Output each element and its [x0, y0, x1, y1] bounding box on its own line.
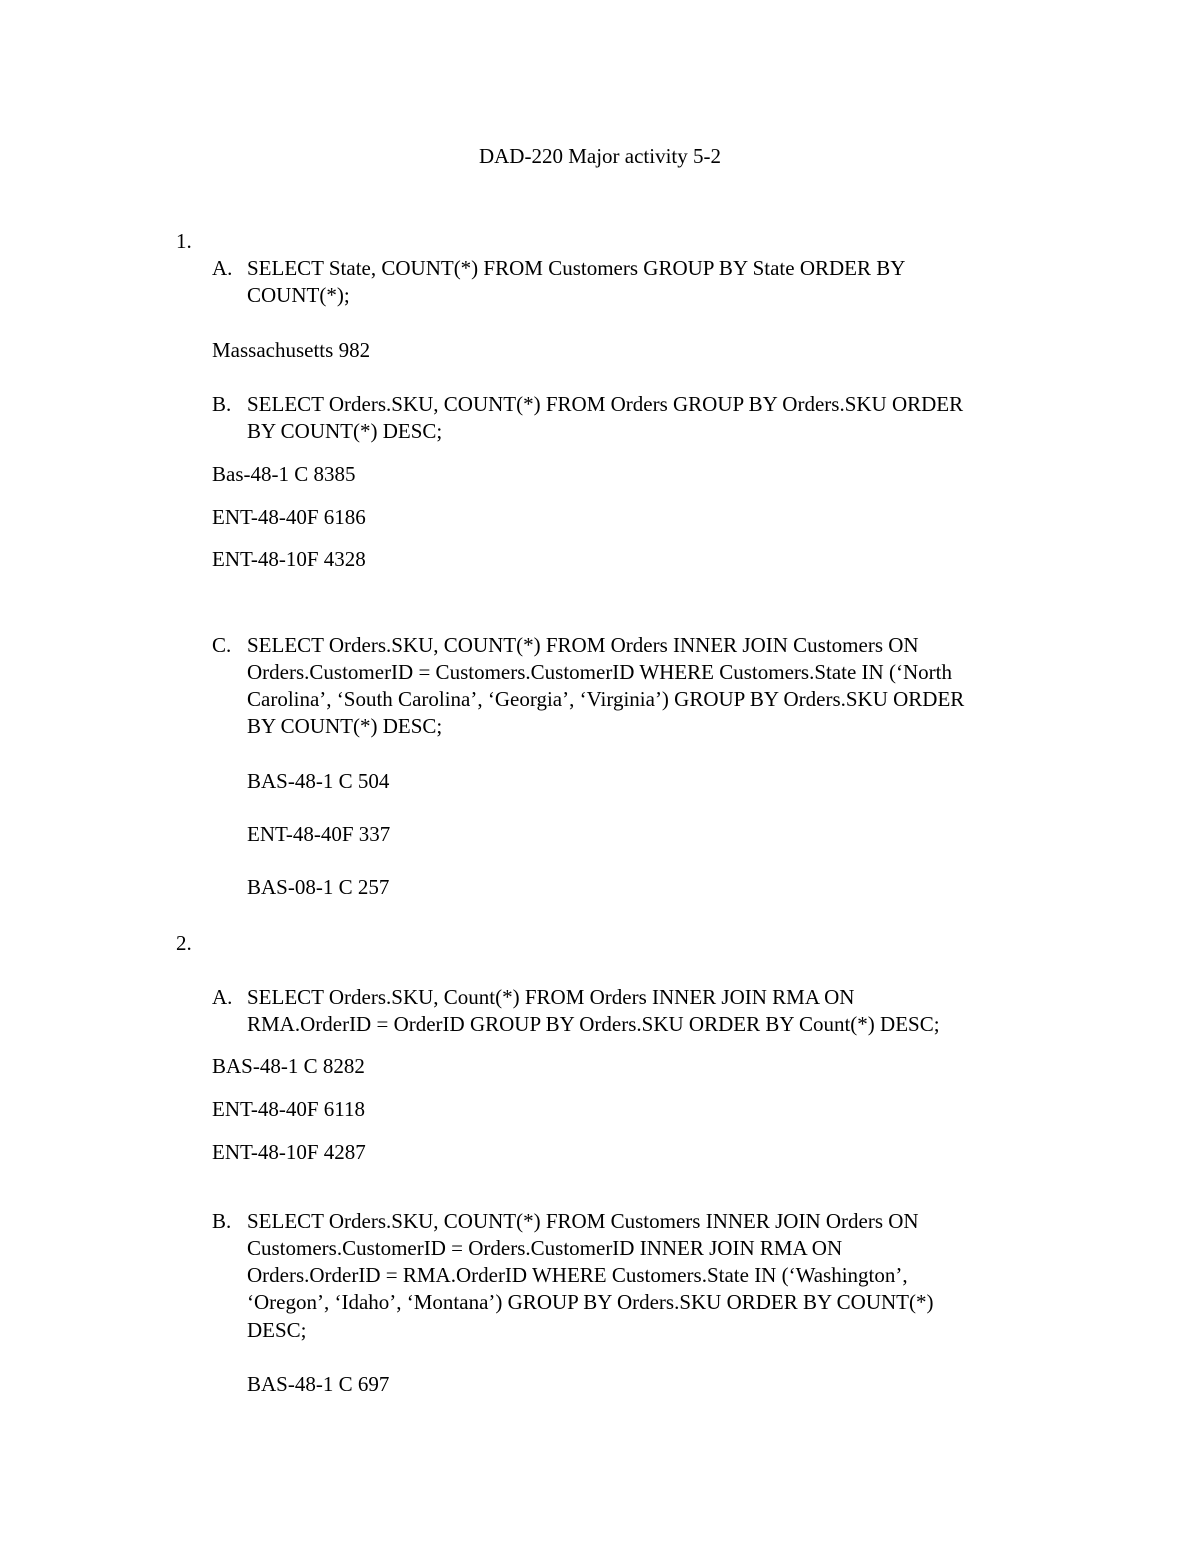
q1-c-result: BAS-08-1 C 257: [247, 875, 390, 899]
q1-a-query-line: SELECT State, COUNT(*) FROM Customers GROUP BY State ORDER BY: [247, 256, 906, 280]
q1-c-letter: C.: [212, 633, 232, 657]
q2-b-query-line: DESC;: [247, 1318, 307, 1342]
question-1-number: 1.: [176, 229, 192, 253]
q1-b-letter: B.: [212, 392, 232, 416]
q1-c-result: BAS-48-1 C 504: [247, 769, 390, 793]
q1-c-query-line: Orders.CustomerID = Customers.CustomerID WHERE Customers.State IN (‘North: [247, 660, 952, 684]
q2-b-query-line: Orders.OrderID = RMA.OrderID WHERE Customers.State IN (‘Washington’,: [247, 1263, 908, 1287]
q2-a-query-line: SELECT Orders.SKU, Count(*) FROM Orders INNER JOIN RMA ON: [247, 985, 855, 1009]
q2-b-query-line: Customers.CustomerID = Orders.CustomerID INNER JOIN RMA ON: [247, 1236, 843, 1260]
q1-a-query-line: COUNT(*);: [247, 283, 350, 307]
q1-b-result: Bas-48-1 C 8385: [212, 462, 356, 486]
question-2-number: 2.: [176, 931, 192, 955]
q1-b-query-line: SELECT Orders.SKU, COUNT(*) FROM Orders GROUP BY Orders.SKU ORDER: [247, 392, 964, 416]
q1-b-result: ENT-48-10F 4328: [212, 547, 366, 571]
q2-b-query-line: SELECT Orders.SKU, COUNT(*) FROM Customers INNER JOIN Orders ON: [247, 1209, 919, 1233]
q2-a-letter: A.: [212, 985, 233, 1009]
q2-b-result: BAS-48-1 C 697: [247, 1372, 390, 1396]
q1-c-query-line: SELECT Orders.SKU, COUNT(*) FROM Orders INNER JOIN Customers ON: [247, 633, 919, 657]
q2-b-query-line: ‘Oregon’, ‘Idaho’, ‘Montana’) GROUP BY Orders.SKU ORDER BY COUNT(*): [247, 1290, 934, 1314]
q2-a-query-line: RMA.OrderID = OrderID GROUP BY Orders.SKU ORDER BY Count(*) DESC;: [247, 1012, 940, 1036]
q1-a-letter: A.: [212, 256, 233, 280]
q1-c-result: ENT-48-40F 337: [247, 822, 391, 846]
q1-c-query-line: BY COUNT(*) DESC;: [247, 714, 443, 738]
q2-b-letter: B.: [212, 1209, 232, 1233]
q1-b-query-line: BY COUNT(*) DESC;: [247, 419, 443, 443]
q2-a-result: ENT-48-40F 6118: [212, 1097, 366, 1121]
q1-b-result: ENT-48-40F 6186: [212, 505, 366, 529]
q2-a-result: BAS-48-1 C 8282: [212, 1054, 365, 1078]
q1-c-query-line: Carolina’, ‘South Carolina’, ‘Georgia’, ‘Virginia’) GROUP BY Orders.SKU ORDER: [247, 687, 965, 711]
document-title: DAD-220 Major activity 5-2: [478, 144, 722, 168]
q2-a-result: ENT-48-10F 4287: [212, 1140, 366, 1164]
q1-a-result: Massachusetts 982: [212, 338, 371, 362]
